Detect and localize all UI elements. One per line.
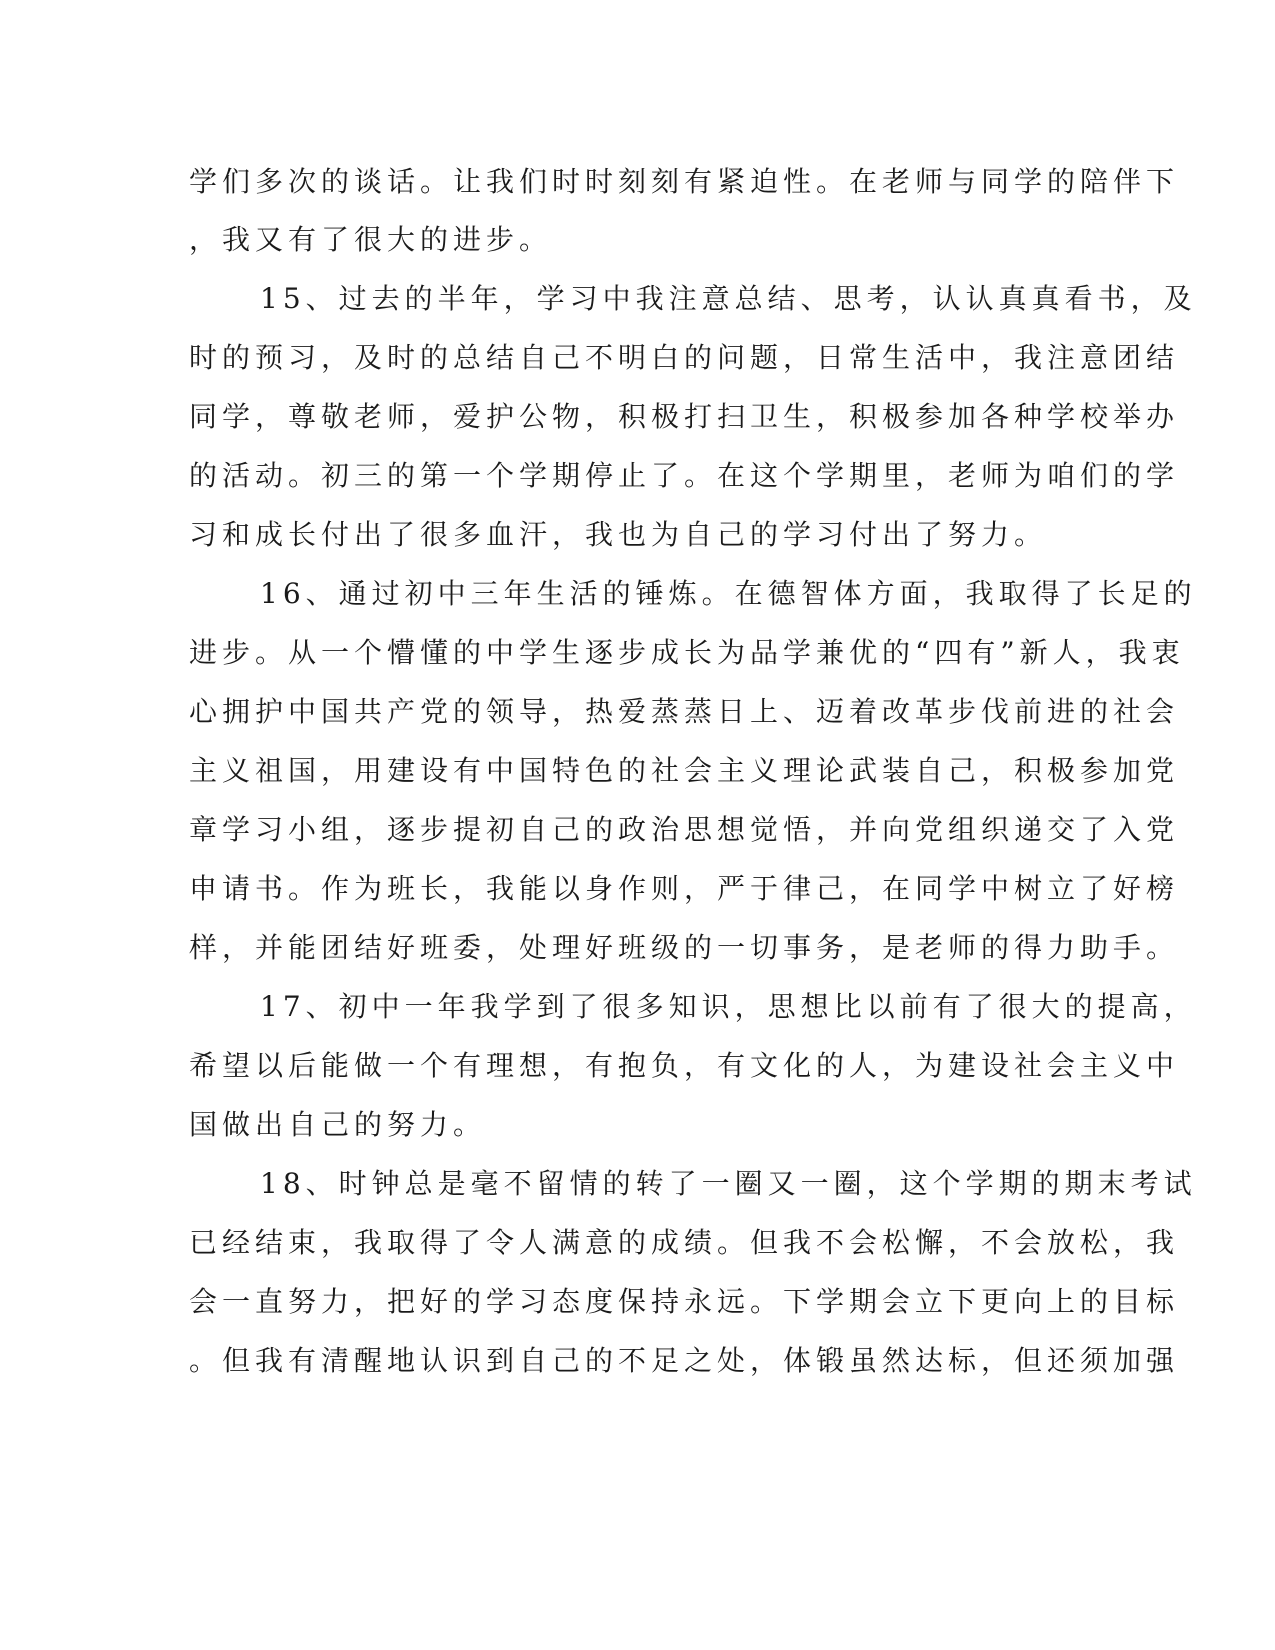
text-line: 学们多次的谈话。让我们时时刻刻有紧迫性。在老师与同学的陪伴下 — [189, 165, 1180, 198]
paragraph-18-start: 18、时钟总是毫不留情的转了一圈又一圈，这个学期的期末考试 — [260, 1167, 1197, 1200]
text-line: 的活动。初三的第一个学期停止了。在这个学期里，老师为咱们的学 — [189, 459, 1180, 492]
text-line: 时的预习，及时的总结自己不明白的问题，日常生活中，我注意团结 — [189, 341, 1180, 374]
text-line: 主义祖国，用建设有中国特色的社会主义理论武装自己，积极参加党 — [189, 754, 1180, 787]
text-line: 同学，尊敬老师，爱护公物，积极打扫卫生，积极参加各种学校举办 — [189, 400, 1180, 433]
text-line: 进步。从一个懵懂的中学生逐步成长为品学兼优的“四有”新人，我衷 — [189, 636, 1185, 669]
text-line: 样，并能团结好班委，处理好班级的一切事务，是老师的得力助手。 — [189, 931, 1180, 964]
text-line: 心拥护中国共产党的领导，热爱蒸蒸日上、迈着改革步伐前进的社会 — [189, 695, 1180, 728]
text-line: 希望以后能做一个有理想，有抱负，有文化的人，为建设社会主义中 — [189, 1049, 1180, 1082]
text-line: 。但我有清醒地认识到自己的不足之处，体锻虽然达标，但还须加强 — [189, 1344, 1180, 1377]
text-line: 已经结束，我取得了令人满意的成绩。但我不会松懈，不会放松，我 — [189, 1226, 1180, 1259]
text-line: 习和成长付出了很多血汗，我也为自己的学习付出了努力。 — [189, 518, 1048, 551]
paragraph-15-start: 15、过去的半年，学习中我注意总结、思考，认认真真看书，及 — [260, 282, 1197, 315]
text-line: 会一直努力，把好的学习态度保持永远。下学期会立下更向上的目标 — [189, 1285, 1180, 1318]
text-line: ，我又有了很大的进步。 — [189, 223, 553, 256]
paragraph-17-start: 17、初中一年我学到了很多知识，思想比以前有了很大的提高， — [260, 990, 1197, 1023]
text-line: 章学习小组，逐步提初自己的政治思想觉悟，并向党组织递交了入党 — [189, 813, 1180, 846]
text-line: 国做出自己的努力。 — [189, 1108, 487, 1141]
text-line: 申请书。作为班长，我能以身作则，严于律己，在同学中树立了好榜 — [189, 872, 1180, 905]
paragraph-16-start: 16、通过初中三年生活的锤炼。在德智体方面，我取得了长足的 — [260, 577, 1197, 610]
